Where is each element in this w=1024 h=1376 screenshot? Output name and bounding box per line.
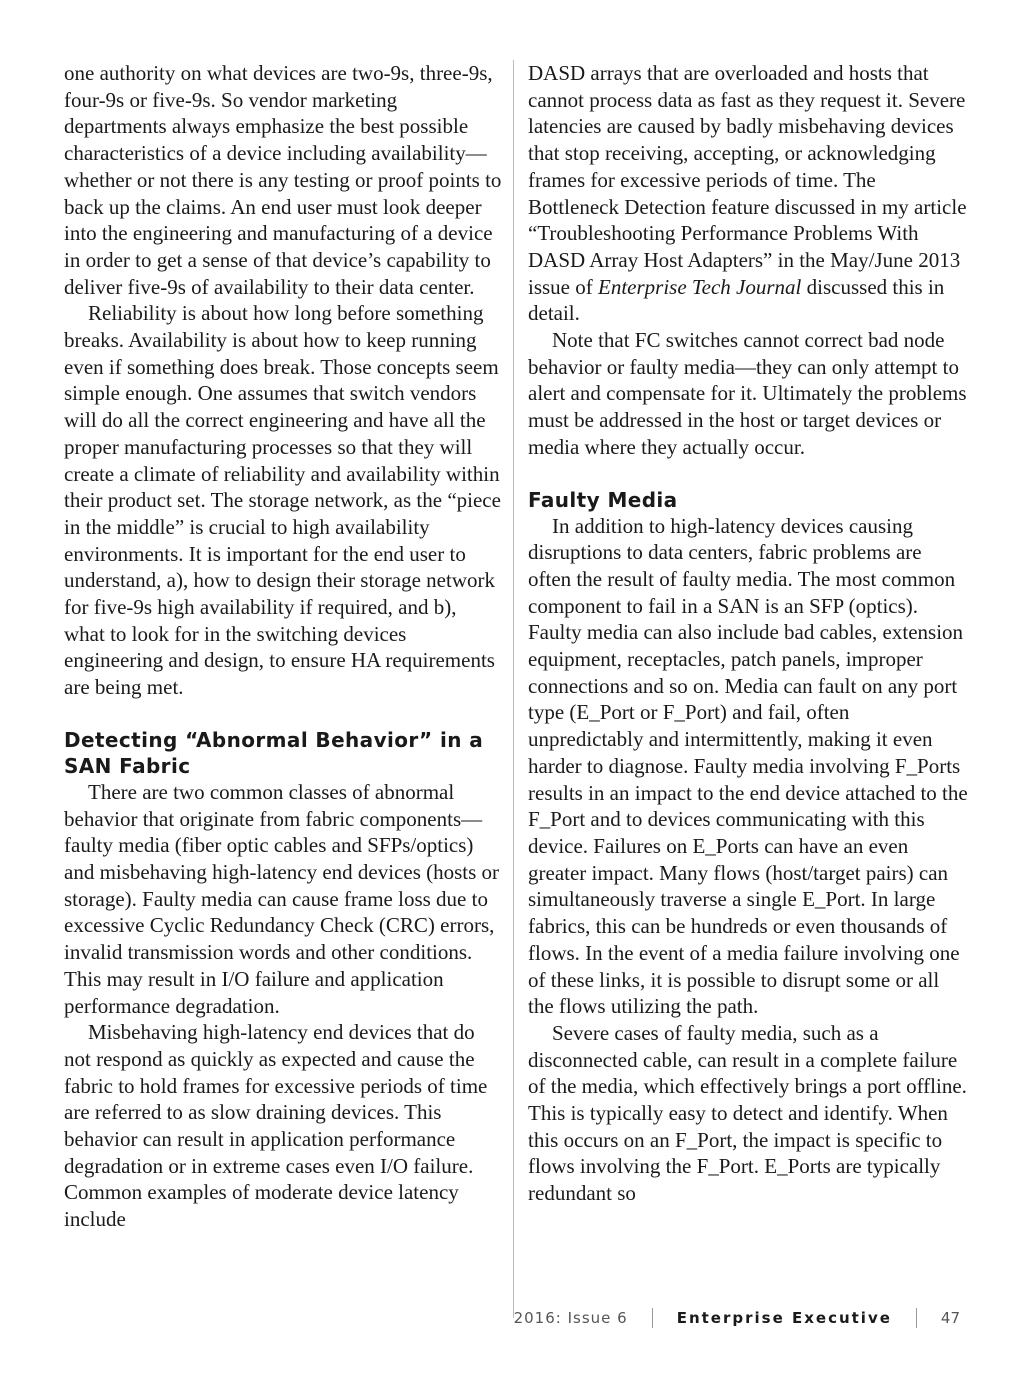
- body-paragraph: [528, 60, 968, 327]
- section-heading: Faulty Media: [528, 487, 678, 512]
- body-paragraph: Reliability is about how long before something breaks. Availability is about how to keep running even if something does break. Those concepts seem simple enough. One assumes that switch vendors will do all the correct engineering and have all the proper manufacturing processes so that they will create a climate of reliability and availability within their product set. The storage network, as the “piece in the middle” is crucial to high availability environments. It is important for the end user to understand, a), how to design their storage network for five-9s high availability if required, and b), what to look for in the switching devices engineering and design, to ensure HA requirements are being met.: [64, 301, 501, 700]
- section-heading: Detecting “Abnormal Behavior” in a SAN Fabric: [64, 727, 484, 778]
- right-column: [528, 60, 968, 1207]
- footer-separator: [652, 1308, 653, 1328]
- body-paragraph: Severe cases of faulty media, such as a disconnected cable, can result in a complete failure of the media, which effectively brings a port offline. This is typically easy to detect and identify. When this occurs on an F_Port, the impact is specific to flows involving the F_Port. E_Ports are typically redundant so: [528, 1020, 967, 1206]
- page-footer: [514, 1306, 960, 1330]
- journal-title: Enterprise Tech Journal: [598, 274, 802, 299]
- column-divider: [513, 60, 514, 1318]
- footer-separator: [916, 1308, 917, 1328]
- body-text: discussed this in detail.: [528, 274, 945, 326]
- body-paragraph: Misbehaving high-latency end devices that do not respond as quickly as expected and cause the fabric to hold frames for excessive periods of time are referred to as slow draining devices. This behavior can result in application performance degradation or in extreme cases even I/O failure. Common examples of moderate device latency include: [64, 1020, 488, 1232]
- body-paragraph: In addition to high-latency devices causing disruptions to data centers, fabric problems are often the result of faulty media. The most common component to fail in a SAN is an SFP (optics). Faulty media can also include bad cables, extension equipment, receptacles, patch panels, improper connections and so on. Media can fault on any port type (E_Port or F_Port) and fail, often unpredictably and intermittently, making it even harder to diagnose. Faulty media involving F_Ports results in an impact to the end device attached to the F_Port and to devices communicating with this device. Failures on E_Ports can have an even greater impact. Many flows (host/target pairs) can simultaneously traverse a single E_Port. In large fabrics, this can be hundreds or even thousands of flows. In the event of a media failure involving one of these links, it is possible to disrupt some or all the flows utilizing the path.: [528, 513, 968, 1019]
- page-number: 47: [940, 1309, 960, 1327]
- issue-label: 2016: Issue 6: [513, 1309, 628, 1327]
- body-paragraph: one authority on what devices are two-9s, three-9s, four-9s or five-9s. So vendor marketing departments always emphasize the best possible characteristics of a device including availability—whether or not there is any testing or proof points to back up the claims. An end user must look deeper into the engineering and manufacturing of a device in order to get a sense of that device’s capability to deliver five-9s of availability to their data center.: [64, 61, 502, 299]
- body-text: DASD arrays that are overloaded and hosts that cannot process data as fast as they request it. Severe latencies are caused by badly misbehaving devices that stop receiving, accepting, or acknowledging frames for excessive periods of time. The Bottleneck Detection feature discussed in my article “Troubleshooting Performance Problems With DASD Array Host Adapters” in the May/June 2013 issue of: [528, 61, 967, 299]
- body-paragraph: Note that FC switches cannot correct bad node behavior or faulty media—they can only attempt to alert and compensate for it. Ultimately the problems must be addressed in the host or target devices or media where they actually occur.: [528, 328, 967, 459]
- left-column: [64, 60, 502, 1233]
- publication-name: Enterprise Executive: [676, 1309, 892, 1327]
- body-paragraph: There are two common classes of abnormal behavior that originate from fabric components—faulty media (fiber optic cables and SFPs/optics) and misbehaving high-latency end devices (hosts or storage). Faulty media can cause frame loss due to excessive Cyclic Redundancy Check (CRC) errors, invalid transmission words and other conditions. This may result in I/O failure and application performance degradation.: [64, 779, 500, 1018]
